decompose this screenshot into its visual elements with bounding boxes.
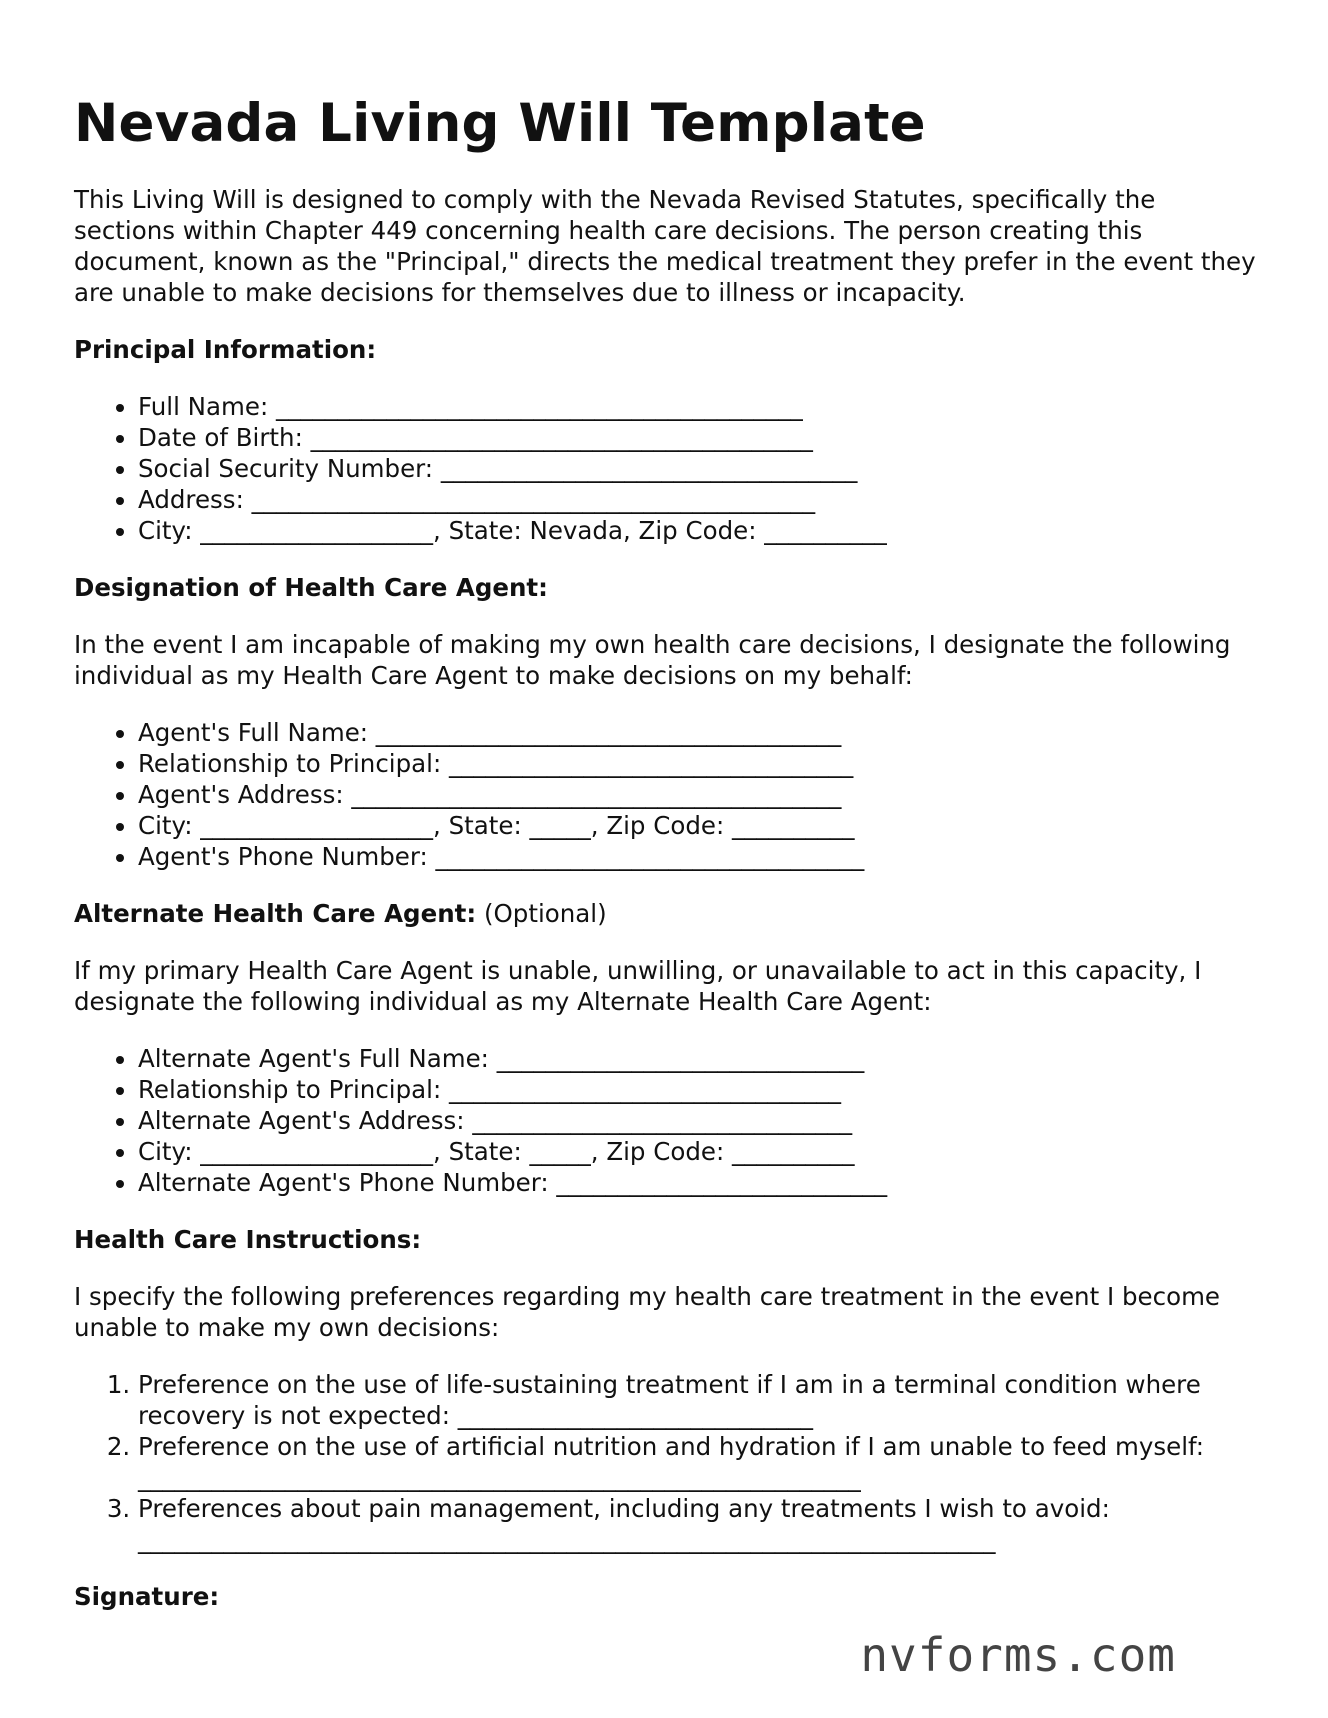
principal-dob-field: • Date of Birth: _________________________________________ <box>138 422 1264 453</box>
agent-full-name-field: • Agent's Full Name: ______________________________________ <box>138 717 1264 748</box>
principal-heading-text: Principal Information: <box>74 335 377 364</box>
alternate-full-name-field: • Alternate Agent's Full Name: ______________________________ <box>138 1043 1264 1074</box>
signature-heading-text: Signature: <box>74 1582 220 1611</box>
principal-heading <box>74 334 1264 365</box>
principal-fields-list <box>74 391 1264 546</box>
watermark-logo: nvforms.com <box>860 1628 1176 1682</box>
instruction-pain-management: 3. Preferences about pain management, including any treatments I wish to avoid: ______________________________________________________________________ <box>138 1493 1264 1555</box>
instructions-heading-text: Health Care Instructions: <box>74 1225 422 1254</box>
document-page <box>74 92 1264 1612</box>
instructions-heading <box>74 1224 1264 1255</box>
alternate-paragraph: If my primary Health Care Agent is unable, unwilling, or unavailable to act in this capacity, I designate the following individual as my Alternate Health Care Agent: <box>74 956 1202 1016</box>
alternate-address-field: • Alternate Agent's Address: _______________________________ <box>138 1105 1264 1136</box>
instructions-list <box>74 1369 1264 1555</box>
principal-city-state-zip-field: • City: ___________________, State: Nevada, Zip Code: __________ <box>138 515 1264 546</box>
agent-fields-list <box>74 717 1264 872</box>
agent-paragraph: In the event I am incapable of making my own health care decisions, I designate the following individual as my Health Care Agent to make decisions on my behalf: <box>74 630 1231 690</box>
alternate-optional-label: (Optional) <box>476 899 607 928</box>
agent-city-state-zip-field: • City: ___________________, State: _____, Zip Code: __________ <box>138 810 1264 841</box>
alternate-heading-text: Alternate Health Care Agent: <box>74 899 477 928</box>
agent-relationship-field: • Relationship to Principal: _________________________________ <box>138 748 1264 779</box>
agent-phone-field: • Agent's Phone Number: ___________________________________ <box>138 841 1264 872</box>
principal-full-name-field: • Full Name: ___________________________________________ <box>138 391 1264 422</box>
alternate-city-state-zip-field: • City: ___________________, State: _____, Zip Code: __________ <box>138 1136 1264 1167</box>
alternate-relationship-field: • Relationship to Principal: ________________________________ <box>138 1074 1264 1105</box>
agent-heading <box>74 572 1264 603</box>
intro-paragraph: This Living Will is designed to comply with the Nevada Revised Statutes, specifically the sections within Chapter 449 concerning health care decisions. The person creating this document, known as the "Principal," directs the medical treatment they prefer in the event they are unable to make decisions for themselves due to illness or incapacity. <box>74 185 1256 307</box>
alternate-fields-list <box>74 1043 1264 1198</box>
signature-heading <box>74 1581 1264 1612</box>
instruction-life-sustaining: 1. Preference on the use of life-sustaining treatment if I am in a terminal condition where recovery is not expected: _____________________________ <box>138 1369 1264 1431</box>
alternate-heading <box>74 898 1264 929</box>
principal-address-field: • Address: ______________________________________________ <box>138 484 1264 515</box>
instruction-nutrition-hydration: 2. Preference on the use of artificial nutrition and hydration if I am unable to feed myself: ___________________________________________________________ <box>138 1431 1264 1493</box>
agent-heading-text: Designation of Health Care Agent: <box>74 573 548 602</box>
alternate-phone-field: • Alternate Agent's Phone Number: ___________________________ <box>138 1167 1264 1198</box>
principal-ssn-field: • Social Security Number: __________________________________ <box>138 453 1264 484</box>
agent-address-field: • Agent's Address: ________________________________________ <box>138 779 1264 810</box>
document-title: Nevada Living Will Template <box>74 93 926 154</box>
instructions-paragraph: I specify the following preferences regarding my health care treatment in the event I become unable to make my own decisions: <box>74 1282 1221 1342</box>
